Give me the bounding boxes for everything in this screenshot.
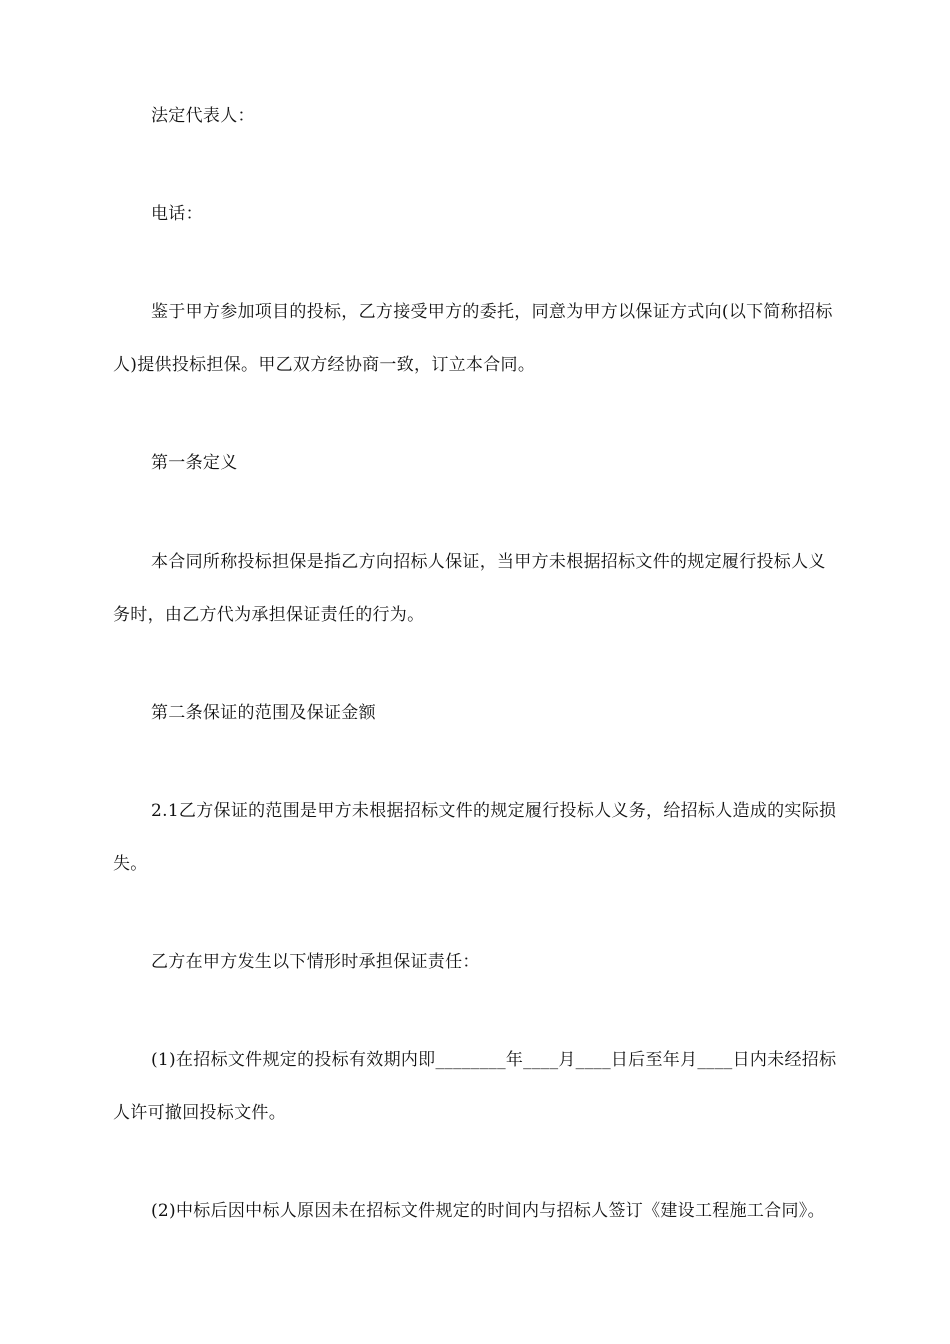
article-one-heading: 第一条定义 <box>151 453 238 473</box>
definition-paragraph: 本合同所称投标担保是指乙方向招标人保证，当甲方未根据招标文件的规定履行投标人义务时，由乙方代为承担保证责任的行为。 <box>113 552 826 625</box>
condition-2-paragraph: (2)中标后因中标人原因未在招标文件规定的时间内与招标人签订《建设工程施工合同》。 <box>151 1201 825 1221</box>
clause-2-1-paragraph: 2.1乙方保证的范围是甲方未根据招标文件的规定履行投标人义务，给招标人造成的实际损失。 <box>113 801 837 874</box>
legal-representative-label: 法定代表人： <box>151 106 255 126</box>
article-two-heading: 第二条保证的范围及保证金额 <box>151 703 376 723</box>
preamble-paragraph: 鉴于甲方参加项目的投标，乙方接受甲方的委托，同意为甲方以保证方式向(以下简称招标人)提供投标担保。甲乙双方经协商一致，订立本合同。 <box>113 302 833 375</box>
liability-intro-paragraph: 乙方在甲方发生以下情形时承担保证责任： <box>151 952 480 972</box>
condition-1-paragraph: (1)在招标文件规定的投标有效期内即________年____月____日后至年月____日内未经招标人许可撤回投标文件。 <box>113 1050 837 1123</box>
phone-label: 电话： <box>151 204 203 224</box>
